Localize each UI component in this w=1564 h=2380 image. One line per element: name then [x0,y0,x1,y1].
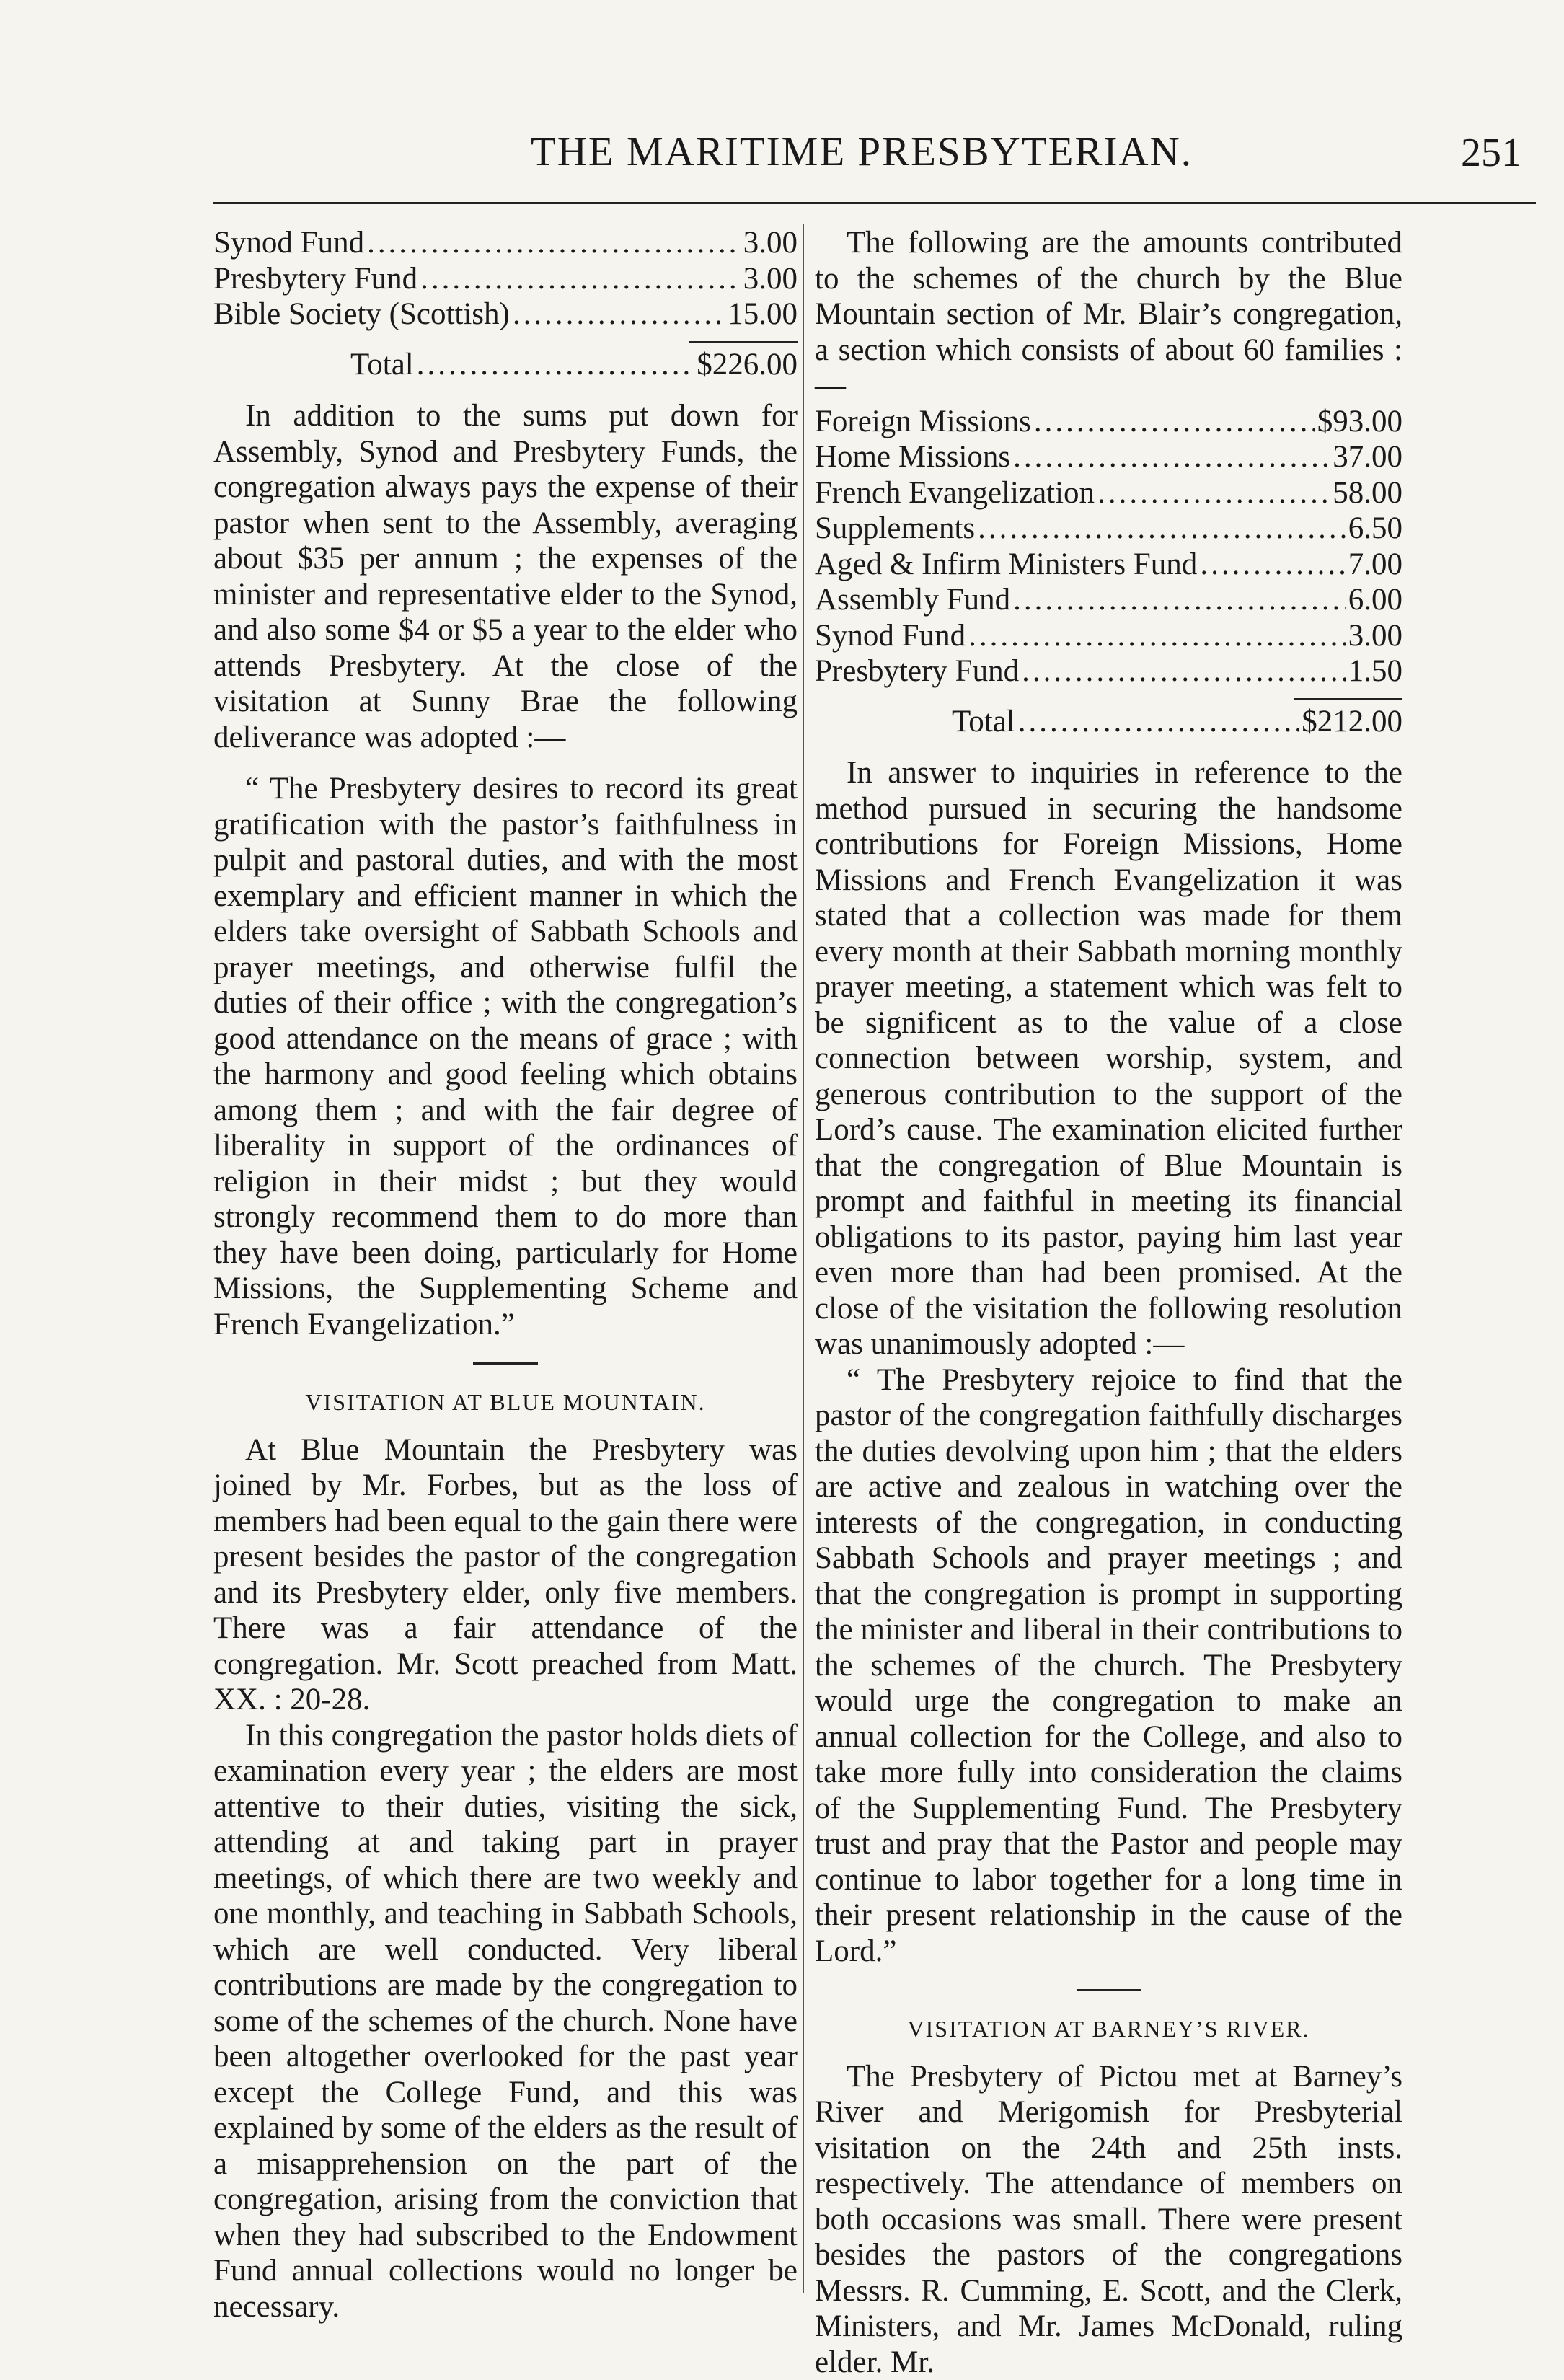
account-amount: 6.00 [1348,582,1402,618]
leader-dots [1022,653,1346,689]
paragraph: In this congregation the pastor holds diets of examination every year ; the elders are most attentive to their duties, visiting the sick, attending at and taking part in prayer meetings, of which there are two weekly and one monthly, and teaching in Sabbath Schools, which are well conducted. Very liberal contributions are made by the congregation to some of the schemes of the church. None have been altogether overlooked for the past year except the College Fund, and this was explained by some of the elders as the result of a misapprehension on the part of the congregation, arising from the conviction that when they had subscribed to the Endowment Fund annual collections would no longer be necessary. [213,1718,798,2325]
account-row [815,404,1402,440]
leader-dots [1200,547,1345,583]
leader-dots [1034,404,1315,440]
account-amount: 58.00 [1333,475,1402,511]
sum-rule [1294,698,1402,700]
account-amount: 37.00 [1333,439,1402,475]
account-label: Bible Society (Scottish) [213,296,510,332]
account-row [213,225,798,261]
account-row [815,511,1402,547]
spacer [213,755,798,771]
leader-dots [367,225,741,261]
total-label: Total [350,347,414,383]
account-label: Aged & Infirm Ministers Fund [815,547,1197,583]
account-label: Supplements [815,511,975,547]
account-label: Synod Fund [815,618,966,654]
account-row [213,261,798,297]
header-rule [213,202,1536,204]
leader-dots [968,618,1346,654]
leader-dots [420,261,741,297]
paragraph: In addition to the sums put down for Assembly, Synod and Presbytery Funds, the congregation always pays the expense of their pastor when sent to the Assembly, averaging about $35 per annum ; the expenses of the minister and representative elder to the Synod, and also some $4 or $5 a year to the elder who attends Presbytery. At the close of the visitation at Sunny Brae the following deliverance was adopted :— [213,398,798,755]
deliverance-quote: “ The Presbytery desires to record its great gratification with the pastor’s faithfulness in pulpit and pastoral duties, and with the most exemplary and efficient manner in which the elders take oversight of Sabbath Schools and prayer meetings, and otherwise fulfil the duties of their office ; with the congregation’s good attendance on the means of grace ; with the harmony and good feeling which obtains among them ; and with the fair degree of liberality in support of the ordinances of religion in their midst ; but they would strongly recommend them to do more than they have been doing, particularly for Home Missions, the Supplementing Scheme and French Evangelization.” [213,771,798,1342]
left-column [213,225,798,2324]
spacer [213,382,798,398]
sum-rule [689,341,798,343]
account-label: French Evangelization [815,475,1095,511]
total-row [815,704,1402,740]
section-heading: VISITATION AT BLUE MOUNTAIN. [213,1385,798,1421]
leader-dots [978,511,1346,547]
account-amount: 15.00 [728,296,798,332]
account-amount: 3.00 [1348,618,1402,654]
account-row [815,618,1402,654]
leader-dots [1018,704,1299,740]
paragraph: At Blue Mountain the Presbytery was joined by Mr. Forbes, but as the loss of members had been equal to the gain there were present besides the pastor of the congregation and its Presbytery elder, only five members. There was a fair attendance of the congregation. Mr. Scott preached from Matt. XX. : 20-28. [213,1432,798,1718]
section-separator [1077,1989,1141,1991]
account-amount: 7.00 [1348,547,1402,583]
account-amount: $93.00 [1317,404,1402,440]
account-label: Assembly Fund [815,582,1010,618]
account-label: Presbytery Fund [815,653,1019,689]
page-number: 251 [1461,130,1521,176]
leader-dots [1097,475,1330,511]
account-amount: 3.00 [743,225,798,261]
right-column [815,225,1402,2380]
running-title: THE MARITIME PRESBYTERIAN. [465,128,1258,175]
leader-dots [417,347,694,383]
account-amount: 6.50 [1348,511,1402,547]
total-label: Total [952,704,1015,740]
account-amount: 1.50 [1348,653,1402,689]
account-row [213,296,798,332]
paragraph: The following are the amounts contributed to the schemes of the church by the Blue Mountain section of Mr. Blair’s congregation, a section which consists of about 60 families :— [815,225,1402,404]
account-label: Foreign Missions [815,404,1031,440]
leader-dots [513,296,725,332]
account-row [815,582,1402,618]
account-label: Presbytery Fund [213,261,417,297]
account-row [815,439,1402,475]
resolution-quote: “ The Presbytery rejoice to find that the pastor of the congregation faithfully discharges the duties devolving upon him ; that the elders are active and zealous in watching over the interests of the congregation, in conducting Sabbath Schools and prayer meetings ; and that the congregation is prompt in supporting the minister and liberal in their contributions to the schemes of the church. The Presbytery would urge the congregation to make an annual collection for the College, and also to take more fully into consideration the claims of the Supplementing Fund. The Presbytery trust and pray that the Pastor and people may continue to labor together for a long time in their present relationship in the cause of the Lord.” [815,1362,1402,1970]
leader-dots [1013,439,1330,475]
spacer [815,739,1402,755]
account-amount: 3.00 [743,261,798,297]
account-row [815,653,1402,689]
paragraph: In answer to inquiries in reference to the method pursued in securing the handsome contributions for Foreign Missions, Home Missions and French Evangelization it was stated that a collection was made for them every month at their Sabbath morning monthly prayer meeting, a statement which was felt to be significent as to the value of a close connection between worship, system, and generous contribution to the support of the Lord’s cause. The examination elicited further that the congregation of Blue Mountain is prompt and faithful in meeting its financial obligations to its pastor, paying him last year even more than had been promised. At the close of the visitation the following resolution was unanimously adopted :— [815,755,1402,1362]
running-header [202,128,1521,193]
account-row [815,475,1402,511]
column-divider [803,224,804,2293]
total-amount: $226.00 [697,347,798,383]
account-row [815,547,1402,583]
account-label: Home Missions [815,439,1010,475]
total-row [213,347,798,383]
section-heading: VISITATION AT BARNEY’S RIVER. [815,2011,1402,2048]
section-separator [473,1362,538,1365]
account-label: Synod Fund [213,225,364,261]
leader-dots [1013,582,1346,618]
total-amount: $212.00 [1302,704,1402,740]
paragraph: The Presbytery of Pictou met at Barney’s River and Merigomish for Presbyterial visitation on the 24th and 25th insts. respectively. The attendance of members on both occasions was small. There were present besides the pastors of the congregations Messrs. R. Cumming, E. Scott, and the Clerk, Ministers, and Mr. James McDonald, ruling elder. Mr. [815,2059,1402,2380]
